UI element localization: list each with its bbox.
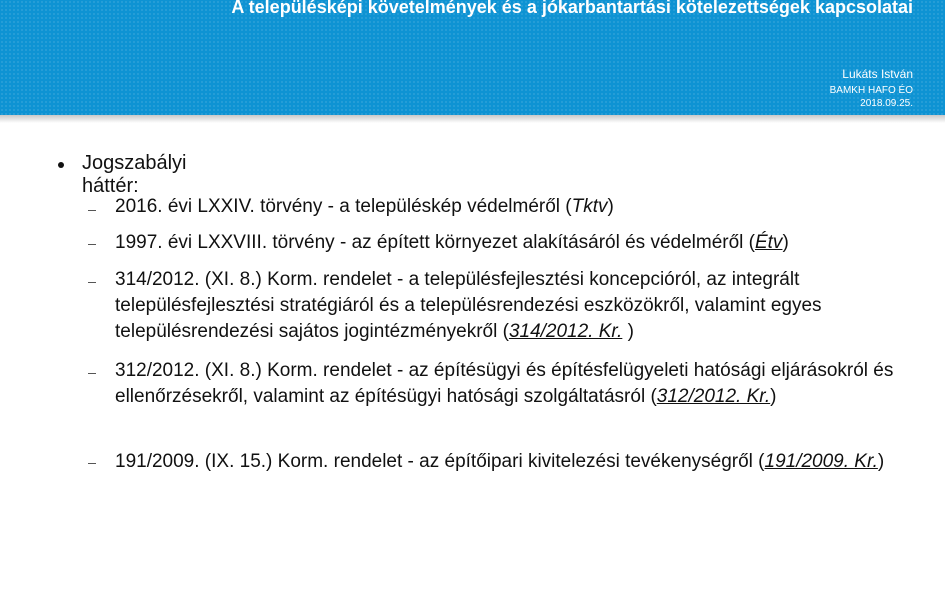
organization: BAMKH HAFO ÉO [829,85,913,96]
slide-title: A településképi követelmények és a jókarbantartási kötelezettségek kapcsolatai [231,0,913,17]
law-item: 314/2012. (XI. 8.) Korm. rendelet - a településfejlesztési koncepcióról, az integrált településfejlesztési stratégiáról és a településrendezési eszközökről, valamint egyes településrendezési sajátos jogintézményekről (314/2012. Kr. ) [115,269,822,342]
law-abbreviation-link[interactable]: Étv [754,232,783,253]
law-item: 1997. évi LXXVIII. törvény - az épített környezet alakításáról és védelméről (Étv) [115,232,789,253]
law-abbreviation: Tktv [571,196,608,217]
dash-bullet-icon [88,282,96,283]
law-item: 2016. évi LXXIV. törvény - a településkép védelméről (Tktv) [115,196,614,217]
banner-shadow [0,115,945,123]
law-abbreviation-link[interactable]: 312/2012. Kr. [656,386,771,407]
law-item: 191/2009. (IX. 15.) Korm. rendelet - az építőipari kivitelezési tevékenységről (191/2009. Kr.) [115,451,885,472]
dash-bullet-icon [88,463,96,464]
law-item: 312/2012. (XI. 8.) Korm. rendelet - az építésügyi és építésfelügyeleti hatósági eljárásokról és ellenőrzésekről, valamint az építésügyi hatósági szolgáltatásról (312/2012. Kr.) [115,360,894,407]
author-name: Lukáts István [842,67,913,81]
dash-bullet-icon [88,373,96,374]
law-abbreviation-link[interactable]: 191/2009. Kr. [764,451,878,472]
bullet-dot-icon [58,162,64,168]
date-label: 2018.09.25. [860,98,913,109]
dash-bullet-icon [88,244,96,245]
law-abbreviation-link[interactable]: 314/2012. Kr. [508,321,623,342]
section-heading: Jogszabályi háttér: [82,152,187,197]
dash-bullet-icon [88,210,96,211]
title-banner [0,0,945,115]
